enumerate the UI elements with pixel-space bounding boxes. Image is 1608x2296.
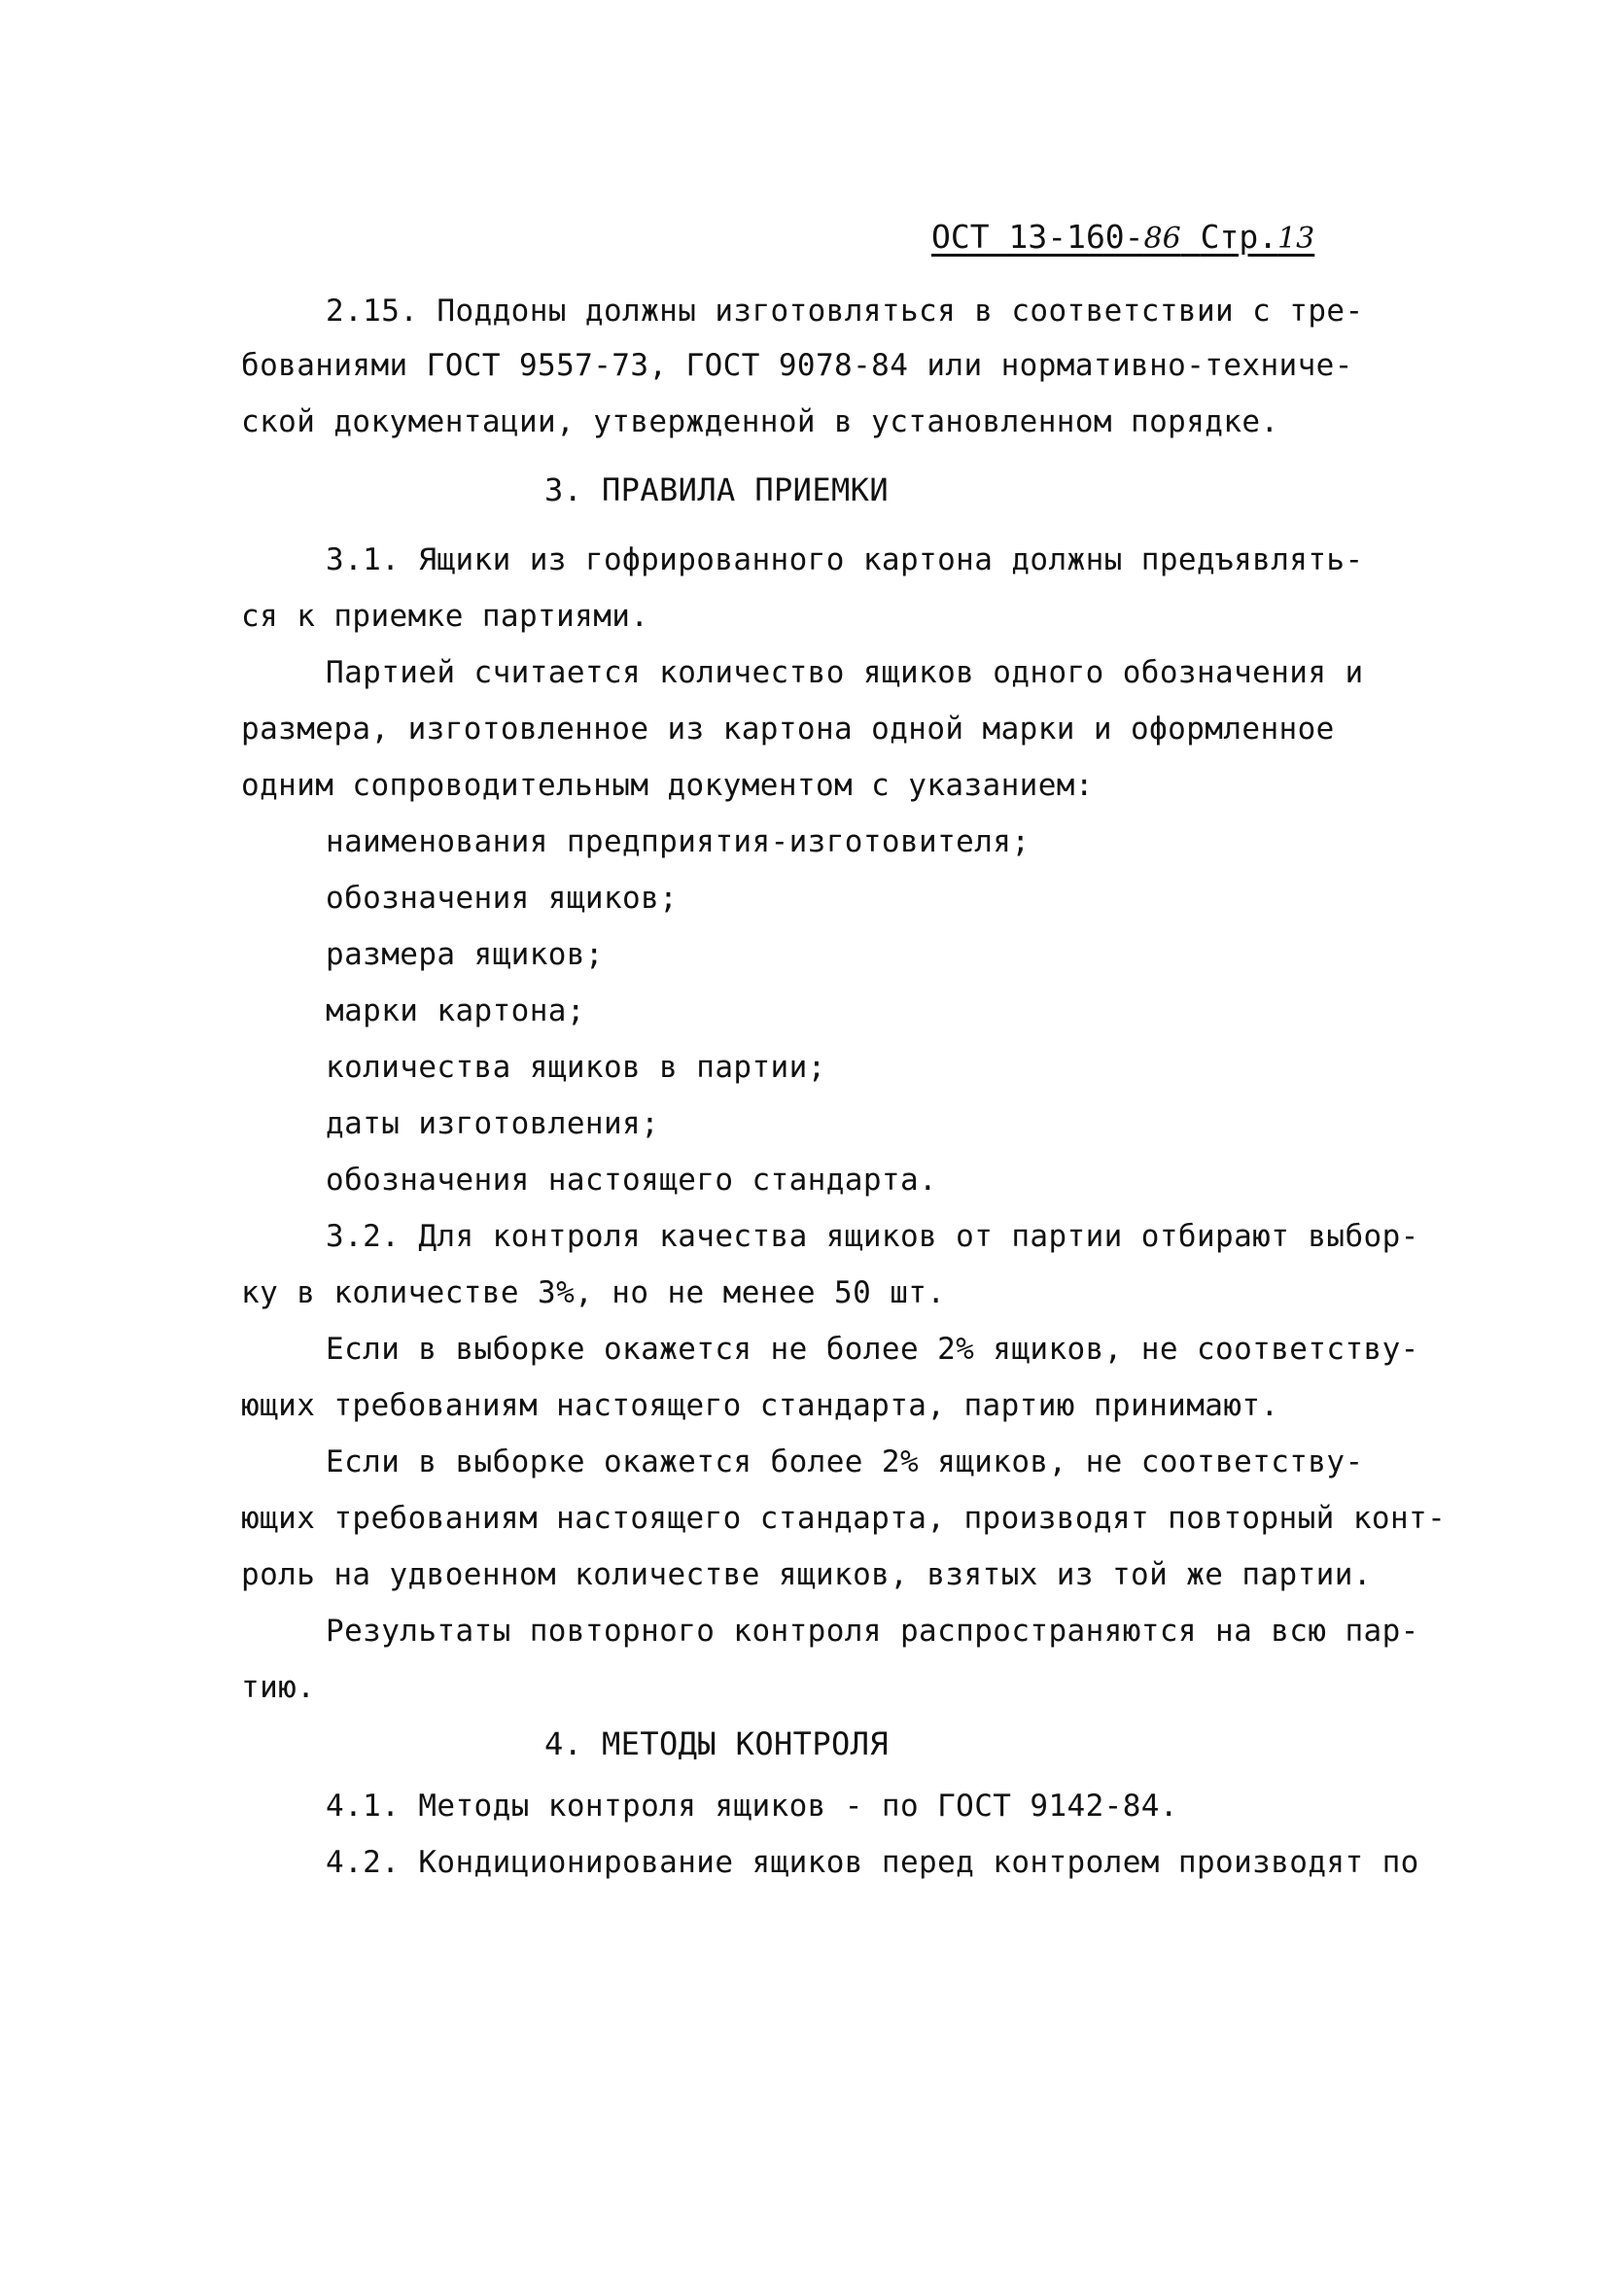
page-label: Стр.: [1200, 218, 1278, 256]
list-item: даты изготовления;: [326, 1106, 660, 1141]
p4-1: 4.1. Методы контроля ящиков - по ГОСТ 9142-84.: [326, 1789, 1178, 1824]
p2-15-line-3: ской документации, утвержденной в установленном порядке.: [241, 404, 1279, 439]
section-4-heading: 4. МЕТОДЫ КОНТРОЛЯ: [544, 1725, 889, 1762]
page-header: [931, 216, 1314, 261]
list-item: размера ящиков;: [326, 937, 604, 972]
p3-2-line-2: ку в количестве 3%, но не менее 50 шт.: [241, 1275, 946, 1310]
doc-code: ОСТ 13-160-: [931, 218, 1144, 256]
page-number-handwritten: 13: [1277, 222, 1315, 256]
retest-line-2: ющих требованиям настоящего стандарта, производят повторный конт-: [241, 1501, 1447, 1536]
p2-15-line-2: бованиями ГОСТ 9557-73, ГОСТ 9078-84 или нормативно-техниче-: [241, 348, 1353, 383]
retest-line-1: Если в выборке окажется более 2% ящиков, не соответству-: [326, 1444, 1364, 1479]
result-line-2: тию.: [241, 1670, 316, 1705]
batch-def-line-1: Партией считается количество ящиков одного обозначения и: [326, 655, 1364, 690]
list-item: марки картона;: [326, 993, 585, 1028]
accept-line-1: Если в выборке окажется не более 2% ящиков, не соответству-: [326, 1332, 1419, 1367]
accept-line-2: ющих требованиям настоящего стандарта, партию принимают.: [241, 1388, 1279, 1423]
batch-def-line-2: размера, изготовленное из картона одной марки и оформленное: [241, 712, 1335, 747]
list-item: обозначения настоящего стандарта.: [326, 1163, 938, 1198]
year-handwritten: 86: [1143, 222, 1181, 256]
section-3-heading: 3. ПРАВИЛА ПРИЕМКИ: [544, 471, 889, 508]
list-item: количества ящиков в партии;: [326, 1050, 826, 1085]
retest-line-3: роль на удвоенном количестве ящиков, взятых из той же партии.: [241, 1557, 1372, 1592]
batch-def-line-3: одним сопроводительным документом с указанием:: [241, 768, 1094, 803]
result-line-1: Результаты повторного контроля распространяются на всю пар-: [326, 1614, 1419, 1649]
list-item: наименования предприятия-изготовителя;: [326, 824, 1031, 859]
p3-2-line-1: 3.2. Для контроля качества ящиков от партии отбирают выбор-: [326, 1219, 1419, 1254]
p2-15-line-1: 2.15. Поддоны должны изготовляться в соответствии с тре-: [326, 294, 1364, 329]
p3-1-line-1: 3.1. Ящики из гофрированного картона должны предъявлять-: [326, 542, 1364, 577]
p4-2: 4.2. Кондиционирование ящиков перед контролем производят по: [326, 1845, 1419, 1880]
p3-1-line-2: ся к приемке партиями.: [241, 599, 649, 634]
list-item: обозначения ящиков;: [326, 881, 679, 916]
